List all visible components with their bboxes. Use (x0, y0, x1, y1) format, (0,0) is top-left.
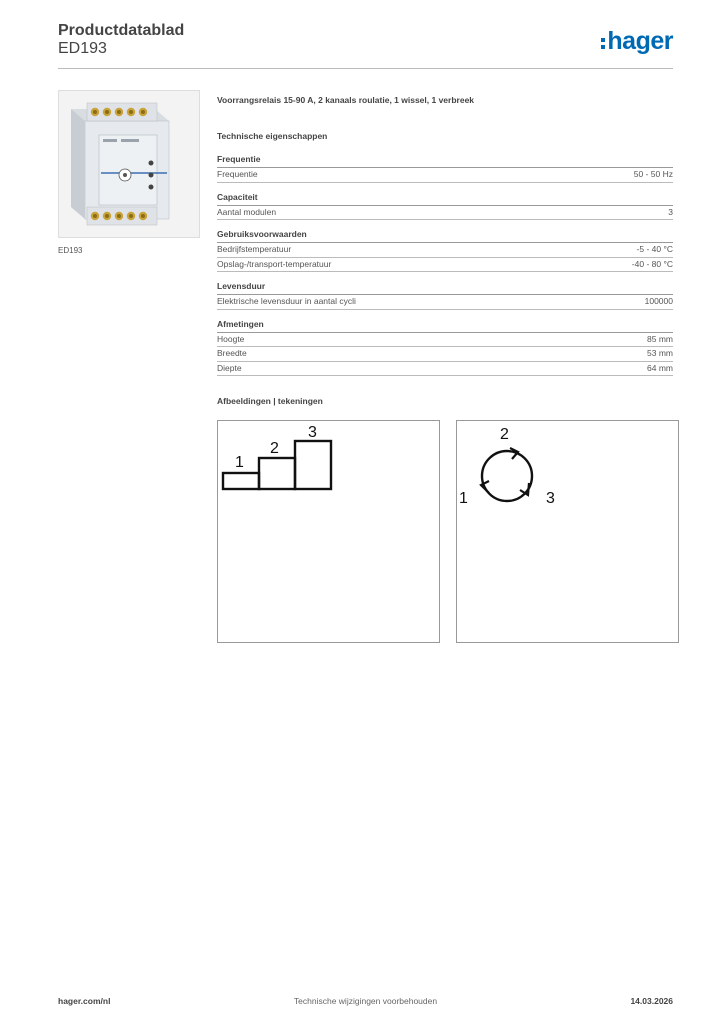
cycle-label-1: 1 (459, 490, 468, 507)
spec-label: Diepte (217, 362, 242, 373)
spec-label: Aantal modulen (217, 206, 277, 217)
spec-label: Opslag-/transport-temperatuur (217, 258, 332, 269)
spec-group-title: Frequentie (217, 154, 673, 168)
spec-value: 85 mm (647, 333, 673, 344)
spec-row (217, 168, 673, 183)
spec-row (217, 333, 673, 348)
spec-group (217, 192, 673, 221)
footer-date: 14.03.2026 (630, 996, 673, 1006)
cycle-label-2: 2 (500, 426, 509, 443)
stairs-label-1: 1 (235, 454, 244, 471)
spec-value: 3 (668, 206, 673, 217)
product-code: ED193 (58, 40, 107, 57)
spec-label: Elektrische levensduur in aantal cycli (217, 296, 356, 306)
spec-row (217, 362, 673, 377)
spec-value: -40 - 80 °C (631, 258, 673, 269)
spec-label: Hoogte (217, 333, 245, 344)
spec-content (217, 95, 673, 410)
spec-value: 100000 (644, 296, 673, 306)
spec-label: Frequentie (217, 169, 258, 179)
spec-value: -5 - 40 °C (636, 244, 673, 254)
section-title: Technische eigenschappen (217, 131, 328, 141)
spec-group (217, 281, 673, 310)
stairs-label-3: 3 (308, 424, 317, 441)
spec-label: Bedrijfstemperatuur (217, 244, 292, 254)
drawings-title: Afbeeldingen | tekeningen (217, 396, 323, 406)
spec-row (217, 243, 673, 258)
spec-group-title: Gebruiksvoorwaarden (217, 229, 673, 243)
rotation-cycle-drawing (456, 420, 679, 643)
spec-label: Breedte (217, 348, 247, 358)
spec-row (217, 258, 673, 273)
stairs-label-2: 2 (270, 440, 279, 457)
spec-value: 53 mm (647, 348, 673, 358)
spec-row (217, 295, 673, 310)
footer-disclaimer: Technische wijzigingen voorbehouden (293, 996, 438, 1006)
spec-group-title: Afmetingen (217, 319, 673, 333)
header (58, 20, 673, 70)
document-title: Productdatablad (58, 22, 185, 39)
spec-value: 64 mm (647, 362, 673, 373)
cycle-label-3: 3 (546, 490, 555, 507)
footer (58, 996, 673, 1010)
product-description: Voorrangsrelais 15-90 A, 2 kanaals roulatie, 1 wissel, 1 verbreek (217, 95, 475, 105)
spec-group (217, 319, 673, 377)
spec-groups (217, 154, 673, 376)
product-image (58, 90, 200, 238)
spec-row (217, 347, 673, 362)
staircase-drawing (217, 420, 440, 643)
spec-row (217, 206, 673, 221)
spec-group (217, 229, 673, 272)
drawings (217, 420, 680, 644)
header-divider (58, 68, 673, 69)
hager-logo[interactable] (601, 28, 673, 54)
spec-group (217, 154, 673, 183)
image-caption: ED193 (58, 246, 83, 255)
footer-website-link[interactable]: hager.com/nl (58, 996, 111, 1006)
logo-dots-icon (601, 38, 605, 49)
spec-group-title: Levensduur (217, 281, 673, 295)
spec-group-title: Capaciteit (217, 192, 673, 206)
logo-text: hager (607, 26, 673, 55)
spec-value: 50 - 50 Hz (633, 169, 673, 179)
